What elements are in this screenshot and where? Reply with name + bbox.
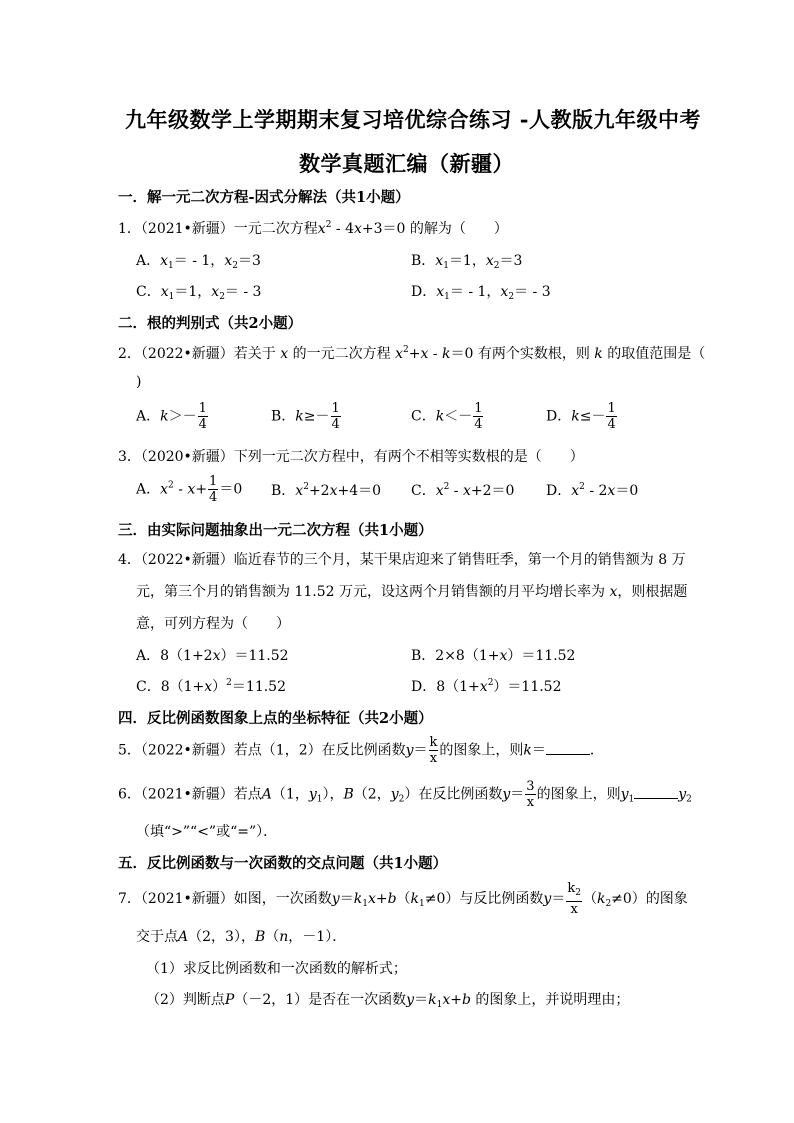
- doc-title-line1: 九年级数学上学期期末复习培优综合练习 -人教版九年级中考: [125, 107, 702, 132]
- q1-option-c: C．$x_1=1$，$x_2= - 3$: [136, 284, 262, 302]
- question-5: 5．（2022•新疆）若点（1，2）在反比例函数y＝ $\frac{k}{x}$ 的图象上，则k＝ ．: [118, 735, 604, 766]
- q3-option-d: D．$x^2 - 2x=0$: [546, 482, 639, 499]
- section-4-heading: 四．反比例函数图象上点的坐标特征（共2小题）: [118, 710, 433, 727]
- question-7: 7．（2021•新疆）如图，一次函数$y=k_1x+b(k_1\ne 0)$与反比例函数y＝ $\frac{k_2}{x}$ $(k_2\ne 0)$的图象: [118, 881, 688, 917]
- q1-option-d: D．$x_1= - 1$，$x_2= - 3$: [411, 284, 551, 302]
- question-1: 1．（2021•新疆）一元二次方程$x^2 - 4x+3=0$ 的解为（ ）: [118, 220, 508, 237]
- question-2-close-paren: ): [136, 374, 142, 390]
- q3-option-c: C．$x^2 - x+2=0$: [411, 482, 515, 499]
- section-1-heading: 一．解一元二次方程-因式分解法（共1小题）: [118, 189, 410, 206]
- question-4-line1: 4．（2022•新疆）临近春节的三个月，某干果店迎来了销售旺季，第一个月的销售额为 8 万: [118, 552, 686, 568]
- q1-option-a: A．$x_1= - 1$，$x_2=3$: [136, 253, 261, 271]
- q4-option-b: B．2×8（1+x）＝11.52: [411, 648, 576, 664]
- q3-option-b: B．$x^2+2x+4=0$: [271, 482, 382, 499]
- question-7-part1: （1）求反比例函数和一次函数的解析式；: [146, 961, 407, 977]
- section-3-heading: 三．由实际问题抽象出一元二次方程（共1小题）: [118, 522, 433, 539]
- question-7-line2: 交于点A（2，3），B（n，－1）．: [136, 929, 347, 945]
- question-4-line3: 意，可列方程为（ ）: [136, 616, 290, 632]
- question-7-part2: （2）判断点P（－2，1）是否在一次函数$y=k_1x+b$ 的图象上，并说明理由；: [146, 992, 630, 1010]
- question-4-line2: 元，第三个月的销售额为 11.52 万元，设这两个月销售额的月平均增长率为 x，则根据题: [136, 584, 688, 600]
- q4-option-c: C．$8(1+x)^2=11.52$: [136, 678, 286, 695]
- question-6-line2: （填“>”“<”或“=”）．: [136, 824, 278, 840]
- section-2-heading: 二．根的判别式（共2小题）: [118, 315, 303, 332]
- q1-option-b: B．$x_1=1$，$x_2=3$: [411, 253, 523, 271]
- question-3: 3．（2020•新疆）下列一元二次方程中，有两个不相等实数根的是（ ）: [118, 449, 584, 465]
- q4-option-d: D．$8(1+x^2)=11.52$: [411, 678, 562, 695]
- question-2: 2．（2022•新疆）若关于 x 的一元二次方程 $x^2+x - k=0$ 有两个实数根，则 k 的取值范围是（: [118, 345, 706, 362]
- q2-option-b: B．k≥－ $\frac{1}{4}$: [271, 401, 340, 432]
- doc-title-line2: 数学真题汇编（新疆）: [299, 151, 514, 176]
- section-5-heading: 五．反比例函数与一次函数的交点问题（共1小题）: [118, 855, 448, 872]
- q2-option-a: A．k＞－ $\frac{1}{4}$: [136, 401, 207, 432]
- q2-option-d: D．k≤－ $\frac{1}{4}$: [546, 401, 616, 432]
- q3-option-a: A．$x^2 - x+$ $\frac{1}{4}$ ＝0: [136, 474, 243, 505]
- question-6: 6．（2021•新疆）若点A（1，$y_1$），B（2，$y_2$）在反比例函数y＝ $\frac{3}{x}$ 的图象上，则$y_1$ $y_2$: [118, 779, 692, 810]
- q4-option-a: A．8（1+2x）＝11.52: [136, 648, 289, 664]
- q2-option-c: C．k＜－ $\frac{1}{4}$: [411, 401, 483, 432]
